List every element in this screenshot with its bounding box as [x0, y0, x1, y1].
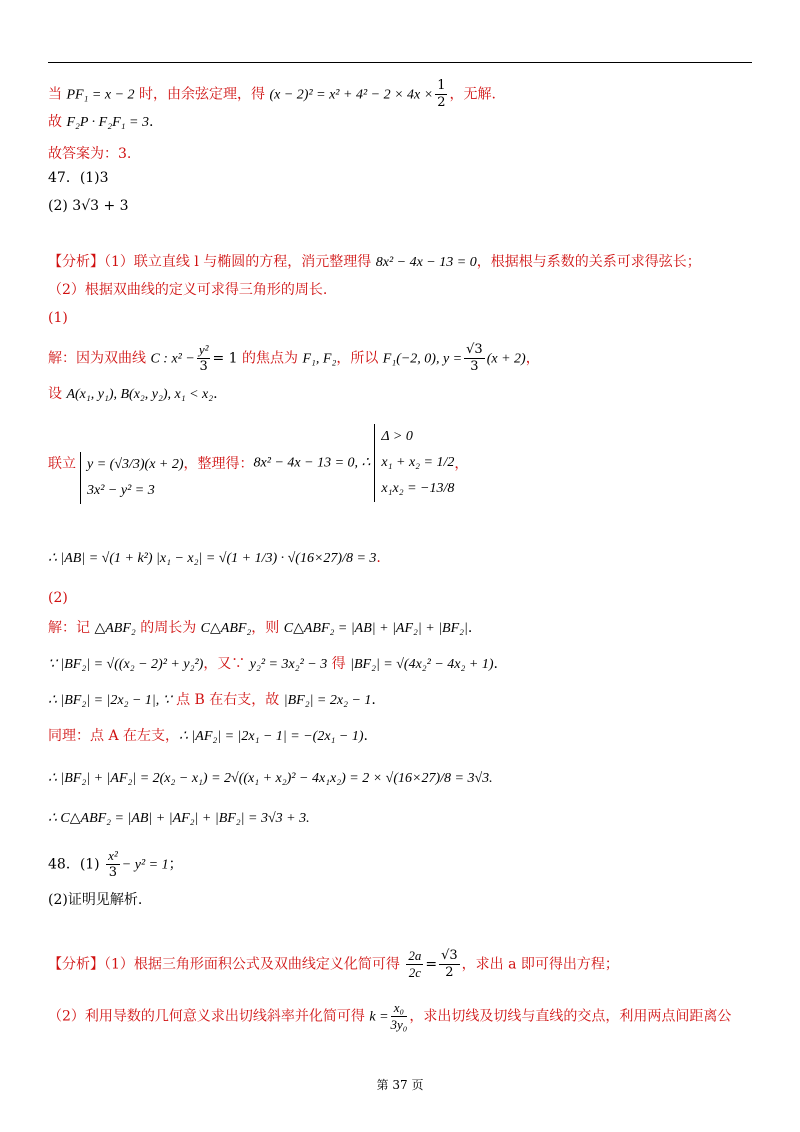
math: k =: [369, 1009, 389, 1025]
math: ∴ |BF₂| + |AF₂| = 2(x₂ − x₁) = 2√((x₁ + x₂)² − 4x₁x₂) = 2 × √(16×27)/8 = 3√3.: [48, 771, 493, 786]
fraction: $\frac{2a}{2c}$: [408, 948, 422, 980]
text: 点 B 在右支，故: [171, 692, 284, 708]
text: .: [376, 550, 381, 566]
text: ，求出 a 即可得出方程；: [461, 956, 619, 973]
vieta-system: Δ > 0 x₁ + x₂ = 1/2 x₁x₂ = −13/8: [374, 424, 454, 502]
math: 8x² − 4x − 13 = 0, ∴: [253, 455, 371, 471]
math: ∴ |BF₂| = |2x₂ − 1|, ∵: [48, 693, 172, 708]
text: 解：记: [48, 620, 95, 636]
text: .: [371, 692, 376, 708]
text: ，则: [251, 620, 284, 636]
af2-simplified: [48, 726, 368, 747]
fraction: $\frac{\text{y²}}{3}$: [198, 342, 209, 374]
text: 设: [48, 386, 67, 402]
analysis-47-part2: （2）根据双曲线的定义可求得三角形的周长.: [48, 282, 328, 298]
text: 的周长为: [135, 620, 201, 636]
q47-part2-answer: (2) 3√3 + 3: [48, 198, 129, 214]
math: C△ABF₂ = |AB| + |AF₂| + |BF₂|: [283, 621, 468, 636]
answer-line: 故答案为：3.: [48, 146, 132, 162]
math: △ABF₂: [94, 621, 136, 636]
bf2-expression: [48, 654, 498, 675]
text: ，: [454, 456, 469, 472]
text: ，根据根与系数的关系可求得弦长；: [476, 254, 701, 270]
part1-label: (1): [48, 310, 68, 326]
text: 得: [327, 656, 351, 672]
math: y₂² = 3x₂² − 3: [249, 657, 328, 672]
math: F₁(−2, 0), y =: [382, 351, 463, 367]
math: (x − 2)² = x² + 4² − 2 × 4x ×: [269, 87, 434, 103]
header-rule: [48, 62, 752, 63]
text: ，: [525, 350, 540, 367]
text: 的焦点为: [237, 350, 303, 367]
text: ；: [168, 856, 183, 873]
bf2-simplified: [48, 690, 376, 711]
text: ，整理得：: [183, 456, 254, 472]
fraction: $\frac{√3}{2}$: [441, 948, 458, 980]
math: ∴ |AB| = √(1 + k²) |x₁ − x₂| = √(1 + 1/3) · √(16×27)/8 = 3: [48, 551, 377, 566]
math: F₁, F₂: [302, 351, 337, 367]
analysis-48: [48, 948, 619, 981]
fraction: $\frac{1}{2}$: [437, 78, 446, 110]
math: = 1: [212, 350, 238, 367]
text: （2）利用导数的几何意义求出切线斜率并化简可得: [48, 1008, 370, 1025]
perimeter-result: [48, 808, 310, 829]
text: ，无解.: [449, 86, 496, 103]
text: 联立: [48, 456, 76, 472]
perimeter-def: [48, 618, 472, 639]
q48-part2-answer: (2)证明见解析.: [48, 892, 143, 908]
text: .: [363, 728, 368, 744]
math: =: [425, 956, 438, 973]
fraction: $\frac{√3}{3}$: [466, 342, 483, 374]
text: .: [493, 656, 498, 672]
math: ∴ |AF₂| = |2x₁ − 1| = −(2x₁ − 1): [179, 729, 364, 744]
text: 同理：点 A 在左支，: [48, 728, 180, 744]
line-cosine-case: [48, 78, 496, 111]
text: 解：因为双曲线: [48, 350, 151, 367]
page-number: 第 37 页: [376, 1078, 424, 1092]
math: C△ABF₂: [200, 621, 252, 636]
math: PF₁ = x − 2: [66, 87, 135, 103]
q48-part1-answer: [48, 848, 183, 881]
text: 48．(1): [48, 856, 105, 873]
part2-label: (2): [48, 590, 68, 606]
text: ，所以: [336, 350, 383, 367]
analysis-48-part2: [48, 1000, 731, 1033]
math: ∵ |BF₂| = √((x₂ − 2)² + y₂²): [48, 657, 204, 672]
text: 当: [48, 86, 67, 103]
equation-system: y = (√3/3)(x + 2) 3x² − y² = 3: [80, 452, 184, 504]
math: C : x² −: [150, 351, 195, 367]
text: .: [467, 620, 473, 636]
fraction: $\frac{\text{x₀}}{\text{3y₀}}$: [390, 1000, 408, 1032]
simultaneous-equations: [48, 422, 468, 504]
line-conclusion: [48, 112, 153, 133]
analysis-47: [48, 252, 701, 273]
solution-line-1: [48, 342, 540, 375]
sum-af2-bf2: [48, 768, 493, 789]
text: .: [213, 386, 218, 402]
chord-length: [48, 548, 381, 569]
math: A(x₁, y₁), B(x₂, y₂), x₁ < x₂: [66, 387, 214, 402]
math: ∴ C△ABF₂ = |AB| + |AF₂| + |BF₂| = 3√3 + 3.: [48, 811, 310, 826]
fraction: $\frac{\text{x²}}{3}$: [108, 848, 118, 880]
math: 8x² − 4x − 13 = 0: [375, 255, 477, 270]
math: (x + 2): [486, 351, 526, 367]
text: 时，由余弦定理，得: [134, 86, 270, 103]
text: 【分析】（1）根据三角形面积公式及双曲线定义化简可得: [48, 956, 405, 973]
text: .: [148, 114, 154, 130]
text: 【分析】（1）联立直线 l 与椭圆的方程，消元整理得: [48, 254, 376, 270]
q47-part1-answer: 47．(1)3: [48, 170, 109, 186]
math: − y² = 1: [121, 857, 169, 873]
text: ，求出切线及切线与直线的交点，利用两点间距离公: [409, 1008, 732, 1025]
text: ，又∵: [203, 656, 250, 672]
solution-let: [48, 384, 218, 405]
text: 故: [48, 114, 67, 130]
math: |BF₂| = √(4x₂² − 4x₂ + 1): [350, 657, 494, 672]
math: |BF₂| = 2x₂ − 1: [283, 693, 372, 708]
math: F₂P · F₂F₁ = 3: [66, 115, 149, 130]
